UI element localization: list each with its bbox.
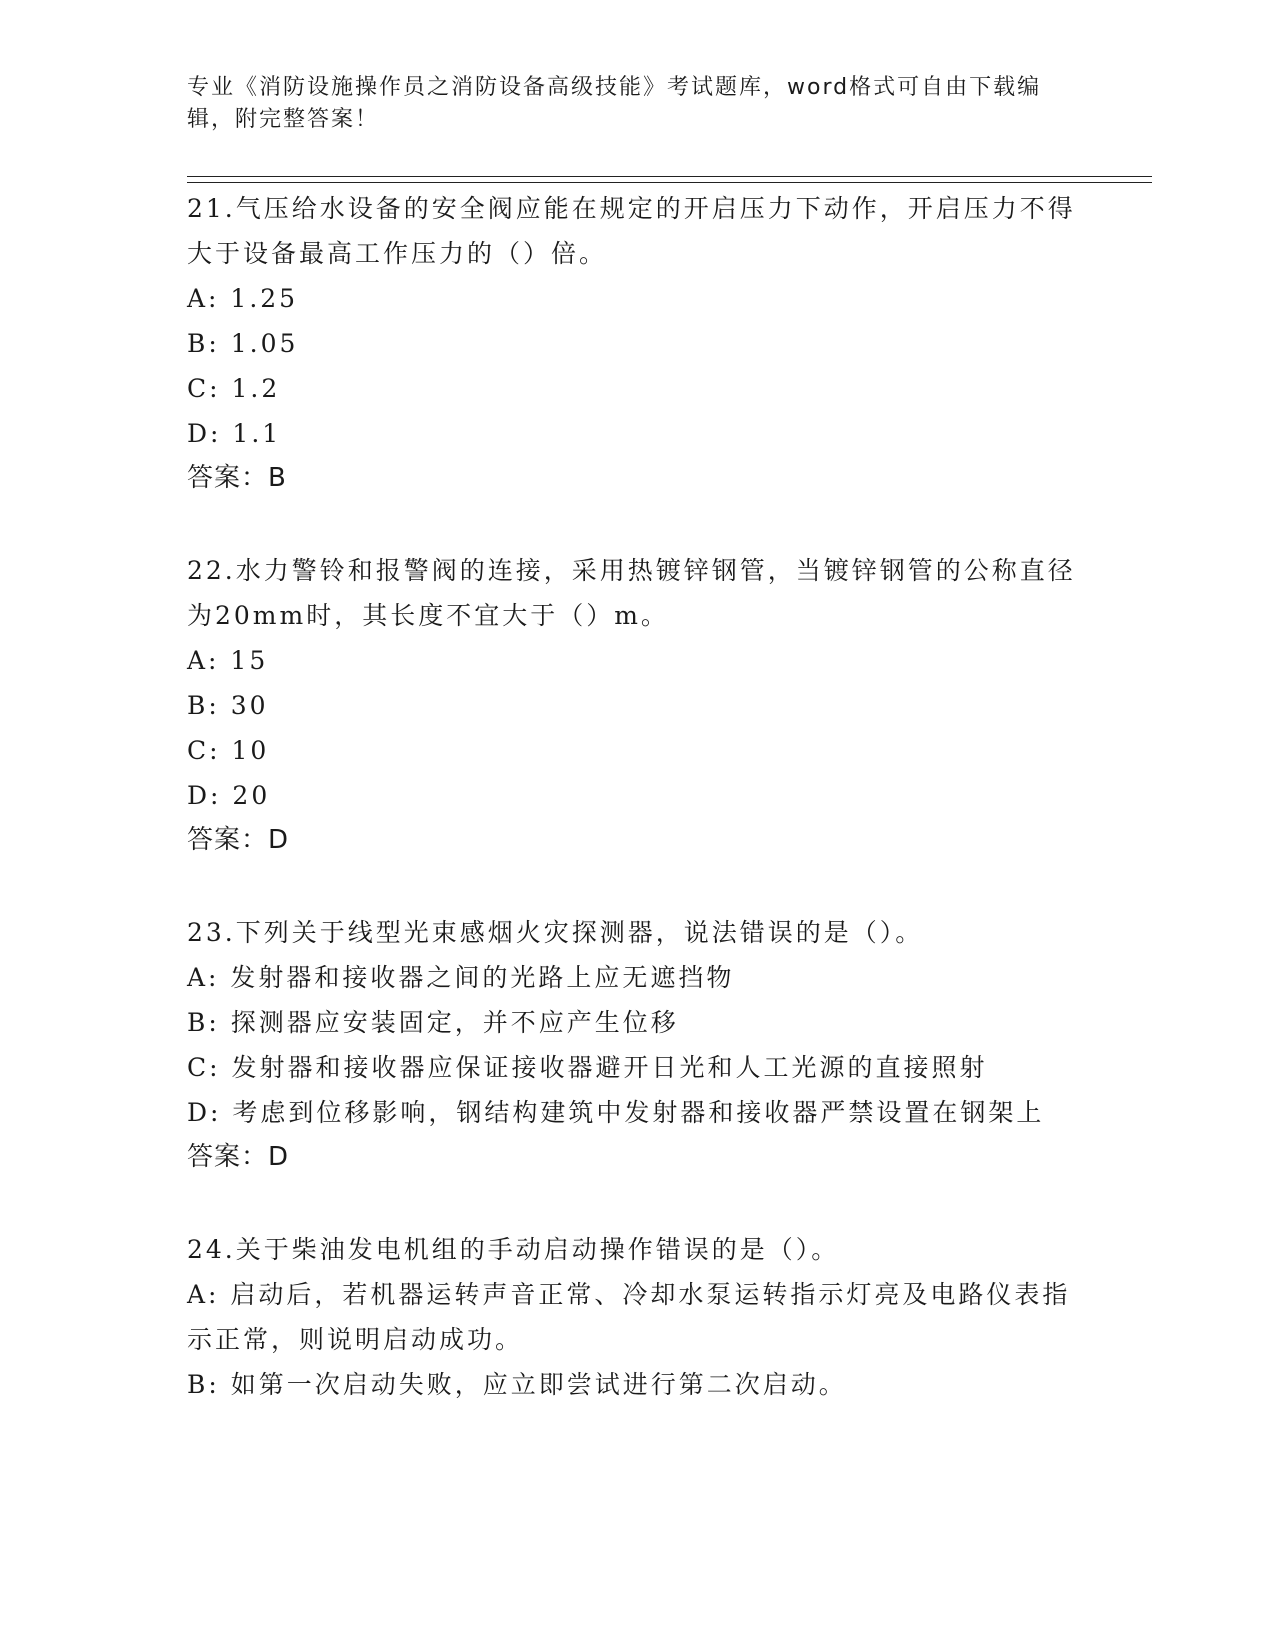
option-c: C: 10	[187, 736, 270, 765]
header-divider-bottom	[187, 182, 1152, 183]
question-24	[187, 1227, 1087, 1407]
option-b: B: 1.05	[187, 329, 299, 358]
answer-line: 答案：D	[187, 825, 290, 855]
option-b: B: 探测器应安装固定，并不应产生位移	[187, 1008, 679, 1037]
option-a: A: 1.25	[187, 284, 299, 313]
option-d: D: 1.1	[187, 419, 282, 448]
option-a: A: 15	[187, 646, 269, 675]
option-b: B: 30	[187, 691, 269, 720]
question-list	[187, 186, 1087, 1407]
option-c: C: 1.2	[187, 374, 281, 403]
question-21	[187, 186, 1087, 500]
option-d: D: 20	[187, 781, 271, 810]
answer-line: 答案：D	[187, 1142, 290, 1172]
option-c: C: 发射器和接收器应保证接收器避开日光和人工光源的直接照射	[187, 1053, 988, 1082]
question-spacer	[187, 500, 1087, 548]
option-d: D: 考虑到位移影响，钢结构建筑中发射器和接收器严禁设置在钢架上	[187, 1098, 1045, 1127]
question-stem: 22.水力警铃和报警阀的连接，采用热镀锌钢管，当镀锌钢管的公称直径为20mm时，其长度不宜大于（）m。	[187, 556, 1076, 630]
option-b: B: 如第一次启动失败，应立即尝试进行第二次启动。	[187, 1370, 847, 1399]
answer-line: 答案：B	[187, 463, 287, 493]
document-header: 专业《消防设施操作员之消防设备高级技能》考试题库，word格式可自由下载编辑，附完整答案！	[187, 75, 1042, 132]
question-23	[187, 910, 1087, 1179]
question-stem: 23.下列关于线型光束感烟火灾探测器，说法错误的是（）。	[187, 918, 924, 947]
question-stem: 21.气压给水设备的安全阀应能在规定的开启压力下动作，开启压力不得大于设备最高工作压力的（）倍。	[187, 194, 1076, 268]
question-stem: 24.关于柴油发电机组的手动启动操作错误的是（）。	[187, 1235, 840, 1264]
question-22	[187, 548, 1087, 862]
header-divider-top	[187, 176, 1152, 177]
option-a: A: 启动后，若机器运转声音正常、冷却水泵运转指示灯亮及电路仪表指示正常，则说明启动成功。	[187, 1280, 1071, 1354]
option-a: A: 发射器和接收器之间的光路上应无遮挡物	[187, 963, 735, 992]
question-spacer	[187, 1179, 1087, 1227]
question-spacer	[187, 862, 1087, 910]
